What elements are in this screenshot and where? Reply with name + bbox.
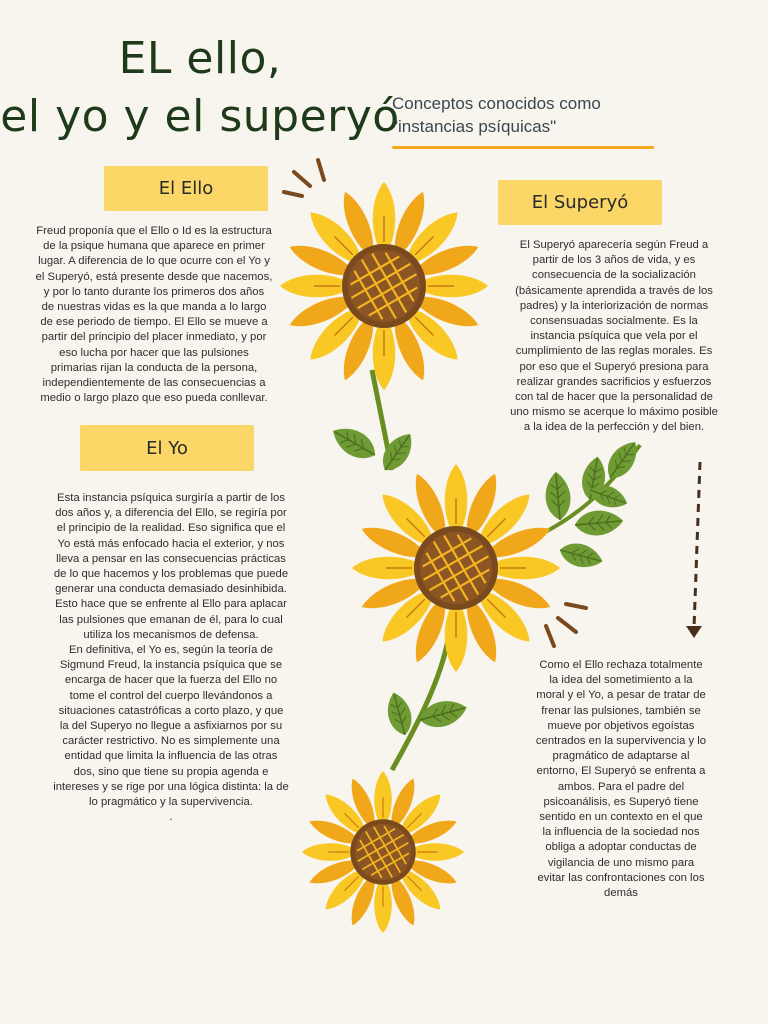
heading-el-yo-text: El Yo bbox=[146, 437, 188, 459]
subtitle-line-2: "instancias psíquicas" bbox=[392, 117, 557, 136]
text-conflicto: Como el Ello rechaza totalmente la idea del sometimiento a la moral y el Yo, a pesar de tratar de frenar las pulsiones, también se mueve por objetivos egoístas centrados en la supervivencia y lo pragmático de adaptarse al entorno, El Superyó se enfrenta a ambos. Para el padre del psicoanálisis, es Superyó tiene sentido en un contexto en el que la influencia de la sociedad nos obliga a adoptar conductas de vigilancia de uno mismo para evitar las confrontaciones con los demás bbox=[535, 659, 707, 900]
title-line-2: el yo y el superyó bbox=[0, 91, 400, 142]
heading-el-ello bbox=[104, 166, 268, 211]
heading-el-yo bbox=[80, 425, 254, 471]
leaf-icon bbox=[327, 420, 381, 466]
leaf-icon bbox=[601, 435, 645, 484]
sparkle-rays-top bbox=[284, 160, 324, 196]
heading-el-superyo-text: El Superyó bbox=[531, 192, 629, 213]
text-el-superyo: El Superyó aparecería según Freud a partir de los 3 años de vida, y es consecuencia de la socialización (básicamente aprendida a través de los padres) y la interiorización de normas consensuadas socialmente. Es la instancia psíquica que vela por el cumplimiento de las reglas morales. Es por eso que el Superyó presiona para realizar grandes sacrificios y esfuerzos con tal de hacer que la personalidad de uno mismo se acerque lo máximo posible a la idea de la perfección y del bien. bbox=[510, 239, 718, 434]
heading-el-superyo bbox=[498, 180, 662, 225]
sparkle-rays-middle bbox=[546, 604, 586, 646]
leaf-icon bbox=[417, 696, 470, 732]
leaf-icon bbox=[376, 427, 420, 476]
leaf-icon bbox=[543, 471, 572, 521]
text-el-ello: Freud proponía que el Ello o Id es la estructura de la psique humana que aparece en primer lugar. A diferencia de lo que ocurre con el Yo y el Superyó, está presente desde que nacemos, y por lo tanto durante los primeros dos años de nuestras vidas es la que manda a lo largo de ese periodo de tiempo. El Ello se mueve a partir del principio del placer inmediato, y por eso lucha por hacer que las pulsiones primarias rijan la conducta de la persona, independientemente de las consecuencias a medio o largo plazo que eso pueda conllevar. bbox=[35, 225, 273, 405]
leaf-icon bbox=[557, 539, 605, 572]
leaf-icon bbox=[574, 508, 624, 537]
subtitle-line-1: Conceptos conocidos como bbox=[392, 94, 601, 113]
text-el-yo: Esta instancia psíquica surgiría a partir de los dos años y, a diferencia del Ello, se regiría por el principio de la realidad. Eso significa que el Yo está más enfocado hacia el exterior, y nos lleva a pensar en las consecuencias prácticas de lo que hacemos y los problemas que puede generar una conducta demasiado desinhibida. Esto hace que se enfrente al Ello para aplacar las pulsiones que emanan de él, para lo cual utiliza los mecanismos de defensa. En definitiva, el Yo es, según la teoría de Sigmund Freud, la instancia psíquica que se encarga de hacer que la fuerza del Ello no tome el control del cuerpo llevándonos a situaciones catastróficas a corto plazo, y que la del Superyo no llegue a asfixiarnos por su carácter restrictivo. No es simplemente una entidad que limita la influencia de las otras dos, sino que tiene su propia agenda e intereses y se rige por una lógica distinta: la de lo pragmático y la supervivencia. . bbox=[53, 492, 289, 824]
heading-el-ello-text: El Ello bbox=[158, 178, 214, 199]
dashed-arrow-down-icon bbox=[686, 462, 702, 638]
title-line-1: EL ello, bbox=[118, 33, 282, 84]
